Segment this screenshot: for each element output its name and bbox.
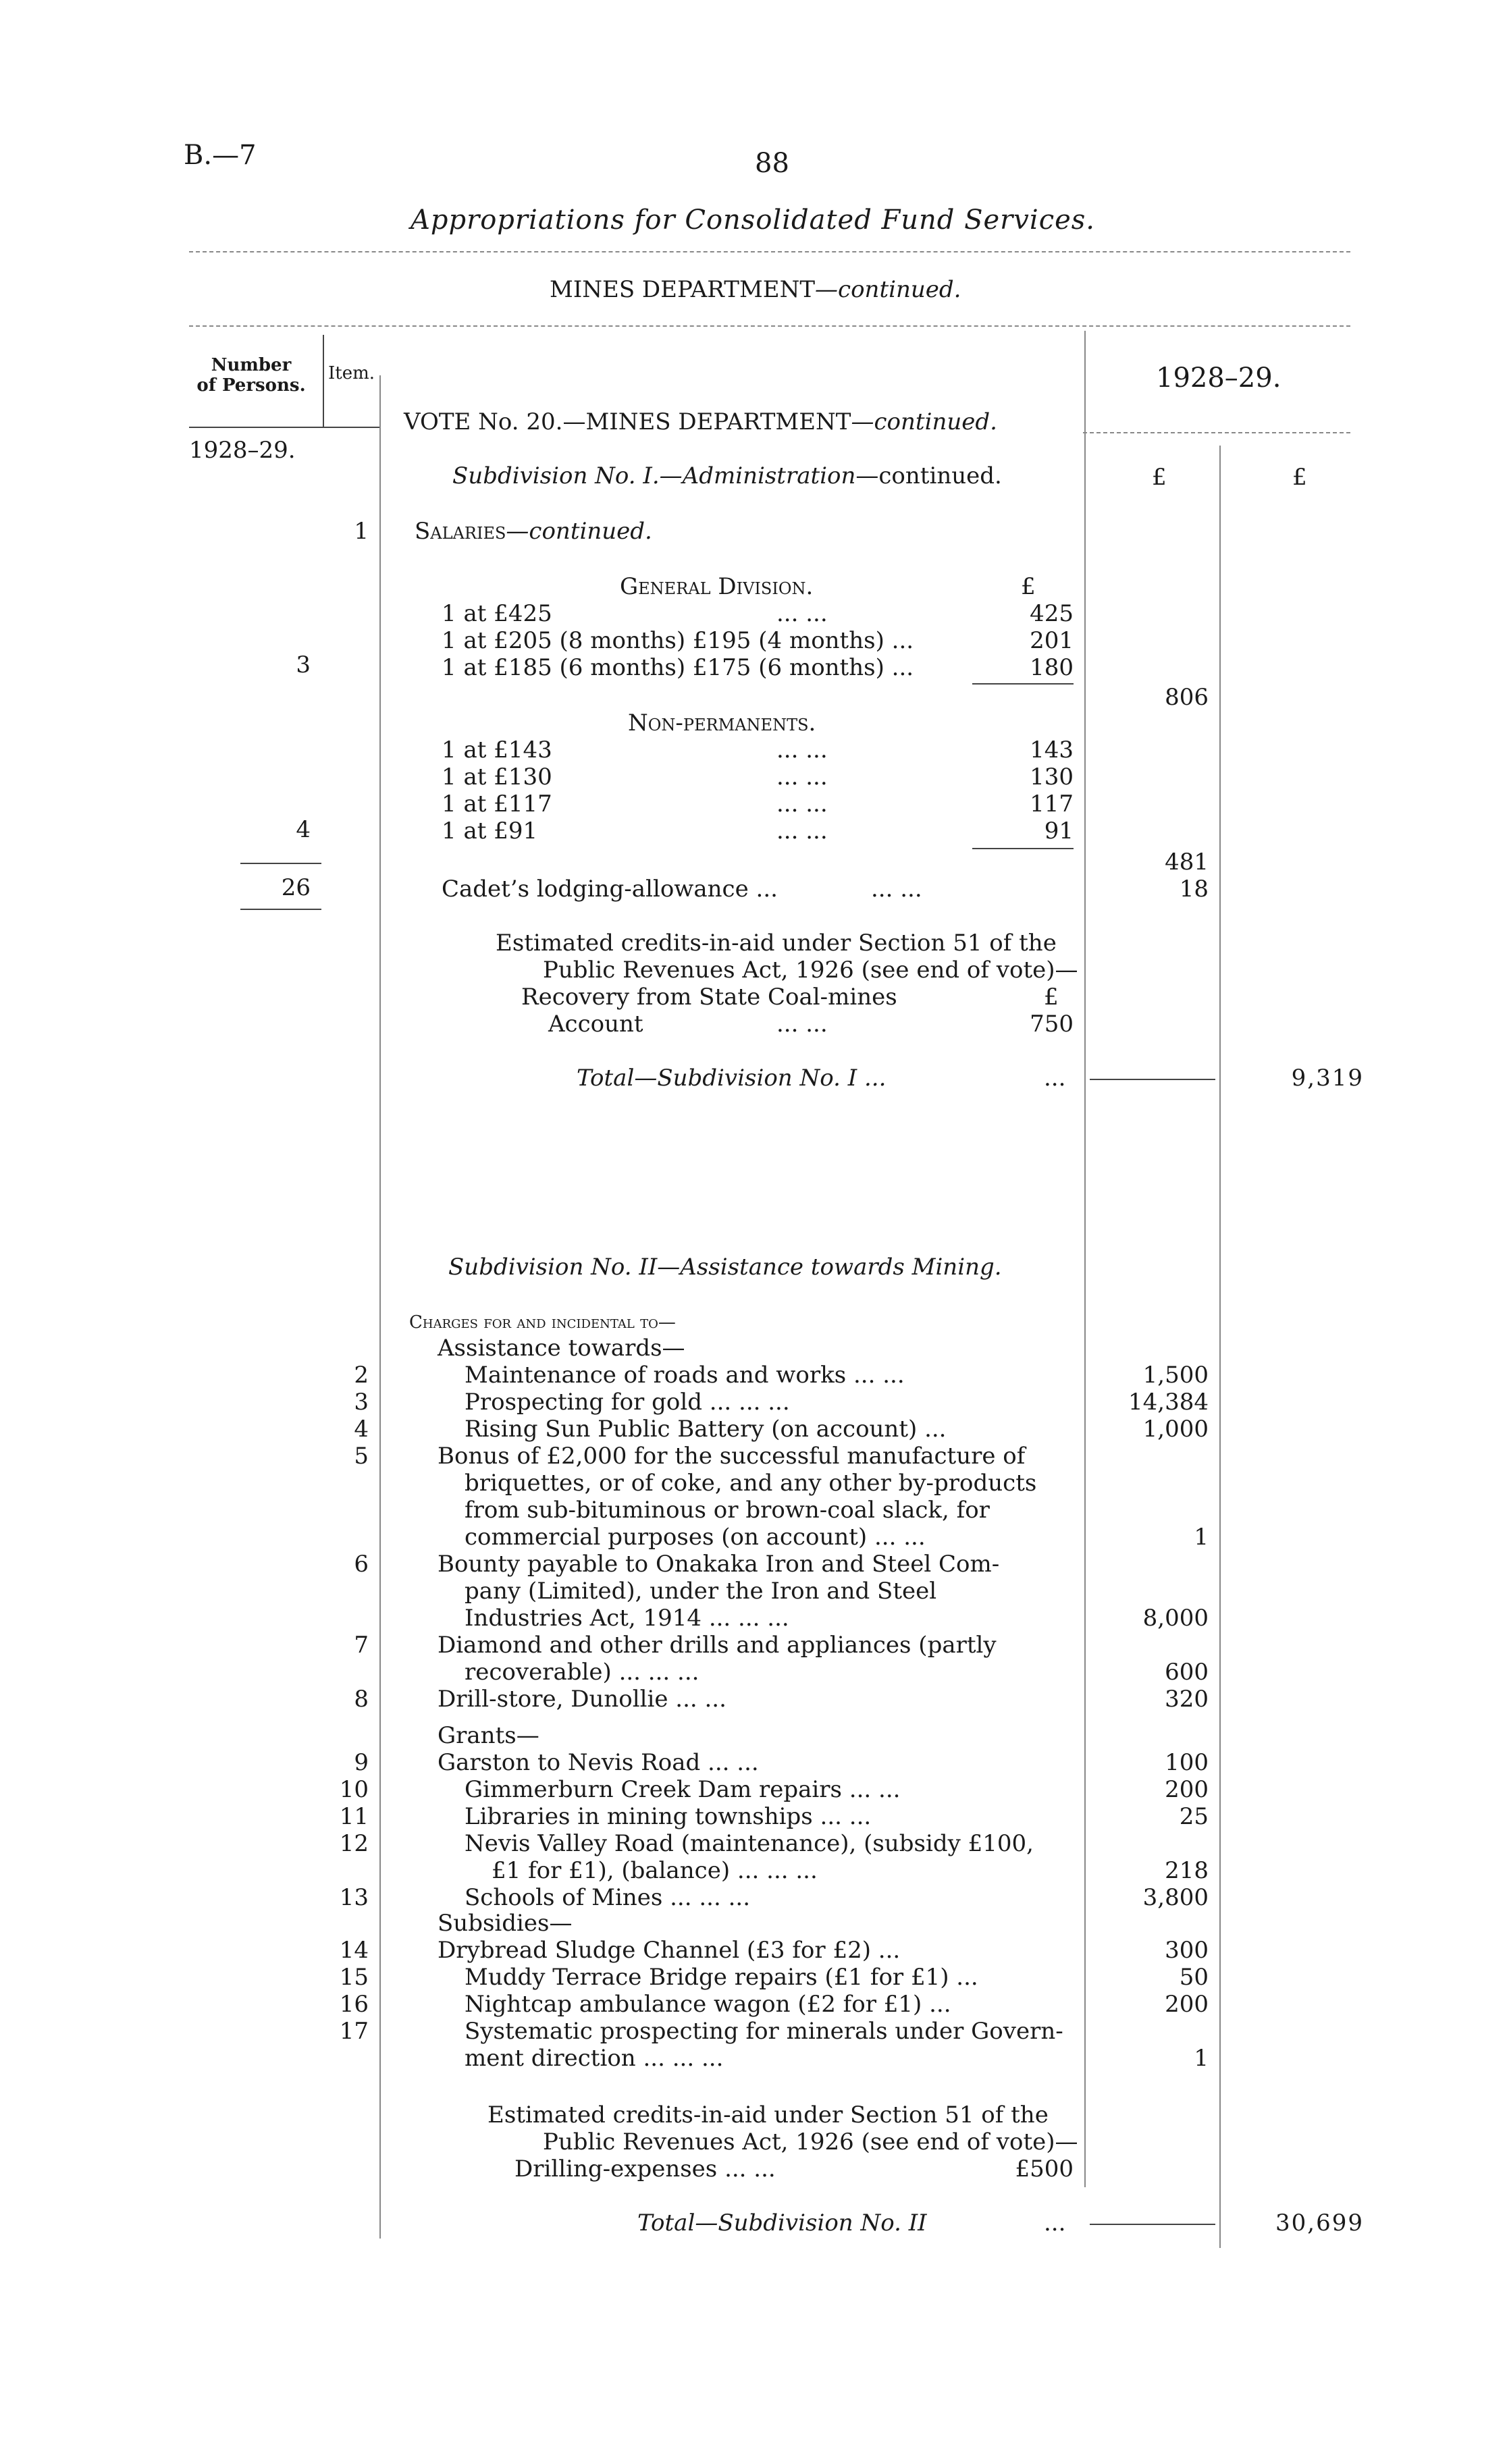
item-description-line: Libraries in mining townships ... ...	[465, 1803, 872, 1830]
item-number: 9	[354, 1749, 369, 1776]
subdivision-2-total-label: Total—Subdivision No. II	[637, 2209, 927, 2237]
item-description-line: Prospecting for gold ... ... ...	[465, 1389, 790, 1416]
credits-line-4: Account	[548, 1011, 643, 1038]
item-amount: 25	[1179, 1803, 1209, 1830]
item-number: 1	[354, 518, 369, 545]
item-amount: 50	[1179, 1964, 1209, 1991]
item-number: 3	[354, 1389, 369, 1416]
nonperm-row-desc: 1 at £117	[442, 791, 552, 818]
subdivision-2-total: 30,699	[1275, 2209, 1364, 2237]
item-amount: 218	[1165, 1857, 1209, 1884]
subdivision-2-heading: Subdivision No. II—Assistance towards Mining.	[448, 1254, 1002, 1281]
nonperm-row-desc: 1 at £130	[442, 764, 552, 791]
credits-dots: ... ...	[776, 1011, 828, 1038]
general-pound-sign: £	[1021, 573, 1036, 600]
general-row-dots: ... ...	[776, 600, 828, 627]
nonperm-row-amount: 143	[1030, 736, 1074, 764]
item-description-line: Nevis Valley Road (maintenance), (subsidy £100,	[465, 1830, 1034, 1857]
item-description-line: Bonus of £2,000 for the successful manufacture of	[438, 1443, 1026, 1470]
vote-heading: VOTE No. 20.—MINES DEPARTMENT—continued.	[404, 408, 997, 435]
credits-line-2: Public Revenues Act, 1926 (see end of vote)—	[543, 957, 1078, 984]
title-rule	[189, 251, 1350, 252]
item-amount: 320	[1165, 1686, 1209, 1713]
item-number: 6	[354, 1551, 369, 1578]
item-number: 11	[339, 1803, 369, 1830]
item-number: 10	[339, 1776, 369, 1803]
persons-sum-rule	[240, 863, 321, 864]
general-row-desc: 1 at £205 (8 months) £195 (4 months) ...	[442, 627, 914, 654]
item-amount: 100	[1165, 1749, 1209, 1776]
item-description-line: Bounty payable to Onakaka Iron and Steel Com-	[438, 1551, 1000, 1578]
item-amount: 600	[1165, 1659, 1209, 1686]
charges-heading: Charges for and incidental to—	[409, 1312, 676, 1333]
general-row-amount: 180	[1030, 654, 1074, 681]
item-description-line: Maintenance of roads and works ... ...	[465, 1362, 905, 1389]
item-description-line: ment direction ... ... ...	[465, 2045, 724, 2072]
header-rule-left	[189, 427, 379, 428]
salaries-heading: Salaries—continued.	[415, 518, 652, 545]
item-amount: 200	[1165, 1991, 1209, 2018]
credits-pound-sign: £	[1044, 984, 1059, 1011]
item-description-line: Drybread Sludge Channel (£3 for £2) ...	[438, 1937, 901, 1964]
item-amount: 3,800	[1142, 1884, 1209, 1911]
item-description-line: from sub-bituminous or brown-coal slack, for	[465, 1497, 990, 1524]
item-number: 15	[339, 1964, 369, 1991]
credits-amount: 750	[1030, 1011, 1074, 1038]
nonperm-row-dots: ... ...	[776, 736, 828, 764]
item-number: 12	[339, 1830, 369, 1857]
item-number: 13	[339, 1884, 369, 1911]
nonperm-row-dots: ... ...	[776, 791, 828, 818]
total-persons: 26	[281, 874, 311, 901]
persons-total-rule	[240, 909, 321, 910]
sub2-credits-line-3: Drilling-expenses ... ...	[514, 2155, 776, 2182]
item-header: Item.	[328, 363, 375, 383]
item-description-line: Muddy Terrace Bridge repairs (£1 for £1) ...	[465, 1964, 978, 1991]
general-sum-rule	[972, 683, 1074, 685]
pound-column-1: £	[1152, 464, 1167, 491]
table-top-rule	[189, 325, 1350, 327]
item-number: 16	[339, 1991, 369, 2018]
nonperm-row-desc: 1 at £143	[442, 736, 552, 764]
item-description-line: Rising Sun Public Battery (on account) ...	[465, 1416, 947, 1443]
item-amount: 14,384	[1128, 1389, 1209, 1416]
item-description-line: recoverable) ... ... ...	[465, 1659, 699, 1686]
general-division-heading: General Division.	[620, 573, 814, 600]
non-permanents-heading: Non-permanents.	[628, 709, 816, 736]
column-rule-amount	[1084, 331, 1086, 2187]
general-total: 806	[1165, 684, 1209, 711]
item-description-line: Diamond and other drills and appliances (partly	[438, 1632, 997, 1659]
pound-column-2: £	[1292, 464, 1307, 491]
sub2-credits-line-2: Public Revenues Act, 1926 (see end of vote)—	[543, 2128, 1078, 2155]
year-left-header: 1928–29.	[189, 437, 296, 464]
nonperm-persons: 4	[296, 816, 311, 843]
item-amount: 300	[1165, 1937, 1209, 1964]
subdivision-1-total: 9,319	[1291, 1065, 1364, 1092]
doc-reference: B.—7	[184, 140, 257, 171]
grants-heading: Grants—	[438, 1722, 539, 1749]
nonperm-row-desc: 1 at £91	[442, 818, 538, 845]
column-rule-total	[1219, 446, 1221, 2248]
credits-line-3: Recovery from State Coal-mines	[521, 984, 897, 1011]
nonperm-row-amount: 130	[1030, 764, 1074, 791]
item-description-line: pany (Limited), under the Iron and Steel	[465, 1578, 937, 1605]
item-amount: 200	[1165, 1776, 1209, 1803]
subdivision-2-total-rule	[1090, 2224, 1215, 2225]
item-amount: 8,000	[1142, 1605, 1209, 1632]
column-rule-persons	[323, 335, 324, 428]
item-description-line: Industries Act, 1914 ... ... ...	[465, 1605, 789, 1632]
nonperm-row-amount: 91	[1044, 818, 1074, 845]
subsidies-heading: Subsidies—	[438, 1910, 573, 1937]
department-heading: MINES DEPARTMENT—continued.	[550, 276, 961, 303]
item-description-line: commercial purposes (on account) ... ...	[465, 1524, 926, 1551]
sub2-credits-line-1: Estimated credits-in-aid under Section 51 of the	[487, 2101, 1049, 2128]
sub2-credits-amount: £500	[1015, 2155, 1074, 2182]
cadet-allowance-amount: 18	[1179, 876, 1209, 903]
cadet-allowance-label: Cadet’s lodging-allowance ...	[442, 876, 778, 903]
cadet-dots: ... ...	[871, 876, 922, 903]
nonperm-sum-rule	[972, 848, 1074, 849]
nonperm-row-amount: 117	[1030, 791, 1074, 818]
general-row-amount: 425	[1030, 600, 1074, 627]
nonperm-row-dots: ... ...	[776, 764, 828, 791]
item-number: 7	[354, 1632, 369, 1659]
general-row-desc: 1 at £425	[442, 600, 552, 627]
item-number: 2	[354, 1362, 369, 1389]
item-amount: 1	[1194, 2045, 1209, 2072]
page-title: Appropriations for Consolidated Fund Services.	[411, 205, 1096, 236]
subdivision-1-total-rule	[1090, 1079, 1215, 1080]
item-number: 8	[354, 1686, 369, 1713]
item-number: 14	[339, 1937, 369, 1964]
item-amount: 1	[1194, 1524, 1209, 1551]
subdivision-1-total-dots: ...	[1044, 1065, 1066, 1092]
assistance-heading: Assistance towards—	[438, 1335, 685, 1362]
subdivision-1-total-label: Total—Subdivision No. I ...	[577, 1065, 887, 1092]
subdivision-2-total-dots: ...	[1044, 2209, 1066, 2237]
nonperm-total: 481	[1165, 849, 1209, 876]
general-row-amount: 201	[1030, 627, 1074, 654]
item-description-line: Nightcap ambulance wagon (£2 for £1) ...	[465, 1991, 951, 2018]
item-description-line: Garston to Nevis Road ... ...	[438, 1749, 759, 1776]
item-amount: 1,000	[1142, 1416, 1209, 1443]
item-amount: 1,500	[1142, 1362, 1209, 1389]
item-description-line: Schools of Mines ... ... ...	[465, 1884, 751, 1911]
item-number: 5	[354, 1443, 369, 1470]
year-header: 1928–29.	[1156, 363, 1281, 394]
general-row-desc: 1 at £185 (6 months) £175 (6 months) ...	[442, 654, 914, 681]
credits-line-1: Estimated credits-in-aid under Section 51 of the	[496, 930, 1057, 957]
item-number: 4	[354, 1416, 369, 1443]
number-of-persons-header: Number of Persons.	[196, 355, 306, 396]
general-persons: 3	[296, 651, 311, 678]
nonperm-row-dots: ... ...	[776, 818, 828, 845]
header-rule-right	[1083, 432, 1350, 433]
item-description-line: Systematic prospecting for minerals under Govern-	[465, 2018, 1063, 2045]
subdivision-1-heading: Subdivision No. I.—Administration—continued.	[452, 462, 1002, 489]
item-description-line: briquettes, or of coke, and any other by-products	[465, 1470, 1037, 1497]
item-number: 17	[339, 2018, 369, 2045]
item-description-line: Gimmerburn Creek Dam repairs ... ...	[465, 1776, 901, 1803]
item-description-line: £1 for £1), (balance) ... ... ...	[492, 1857, 818, 1884]
page-number: 88	[755, 148, 789, 179]
item-description-line: Drill-store, Dunollie ... ...	[438, 1686, 726, 1713]
column-rule-item	[379, 375, 381, 2239]
